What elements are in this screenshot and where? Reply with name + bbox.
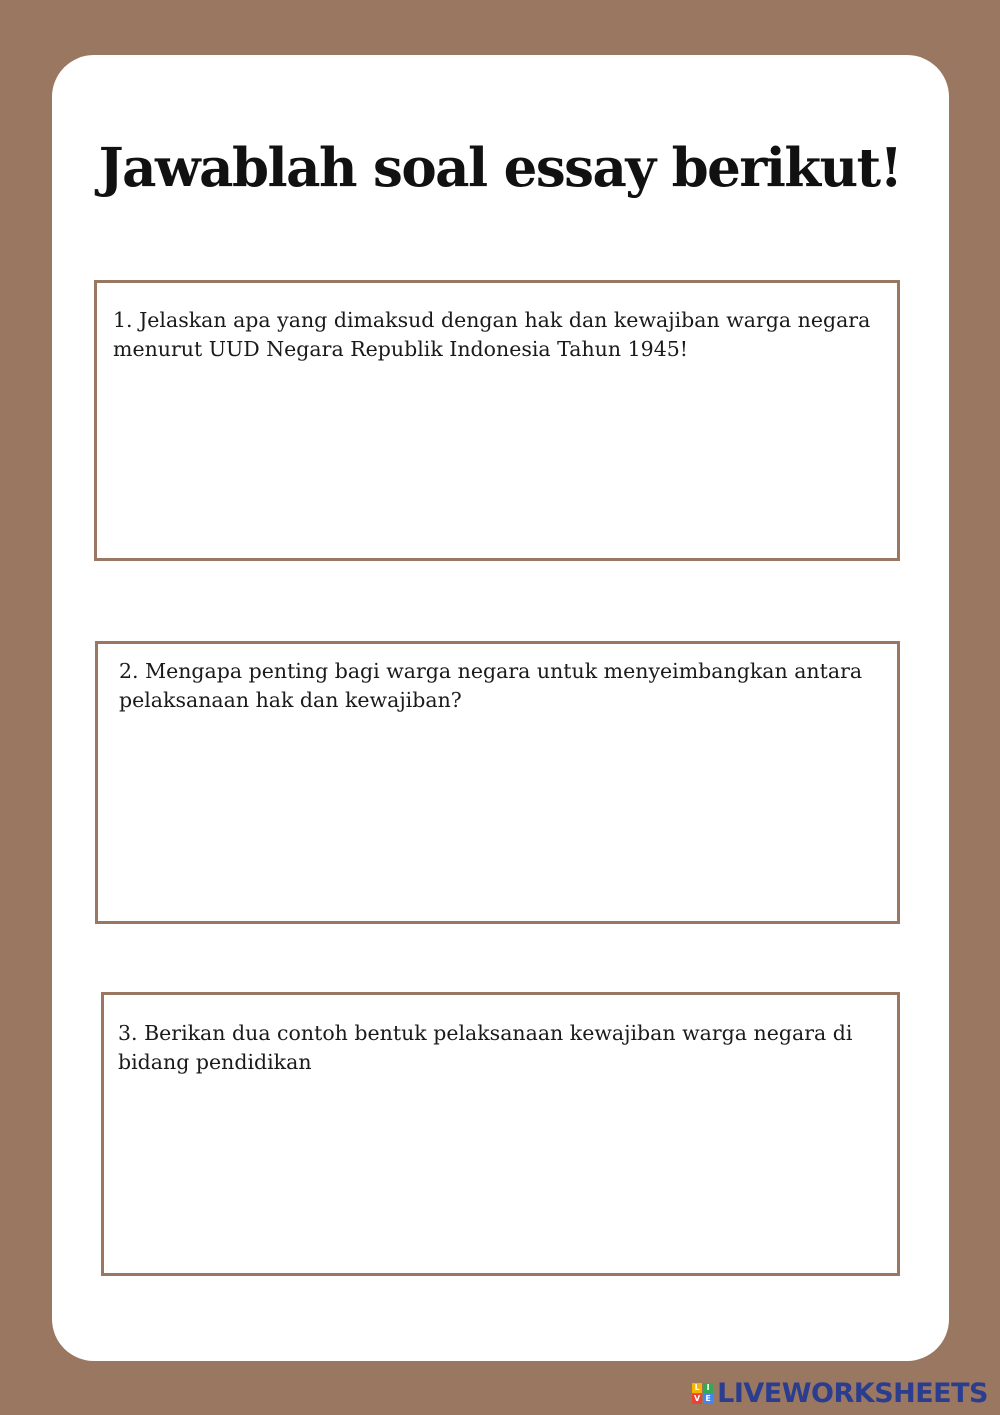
answer-area-3[interactable] [114,1085,887,1263]
question-box-3 [101,992,900,1276]
question-box-2 [95,641,900,924]
worksheet-title: Jawablah soal essay berikut! [98,137,902,199]
liveworksheets-brand[interactable] [692,1378,988,1409]
logo-letter-v: V [694,1394,701,1403]
question-box-1 [94,280,900,561]
question-3-text: 3. Berikan dua contoh bentuk pelaksanaan kewajiban warga negara di bidang pendidikan [118,1021,853,1074]
liveworksheets-wordmark: LIVEWORKSHEETS [717,1378,988,1409]
logo-letter-l: L [692,1383,702,1393]
logo-letter-e: E [703,1394,713,1404]
question-1-text: 1. Jelaskan apa yang dimaksud dengan hak dan kewajiban warga negara menurut UUD Negara Republik Indonesia Tahun 1945! [113,308,871,361]
answer-area-2[interactable] [108,734,887,911]
logo-letter-i: I [703,1383,713,1393]
question-2-text: 2. Mengapa penting bagi warga negara untuk menyeimbangkan antara pelaksanaan hak dan kewajiban? [119,659,863,712]
answer-area-1[interactable] [107,373,887,548]
liveworksheets-logo-icon [692,1383,713,1404]
